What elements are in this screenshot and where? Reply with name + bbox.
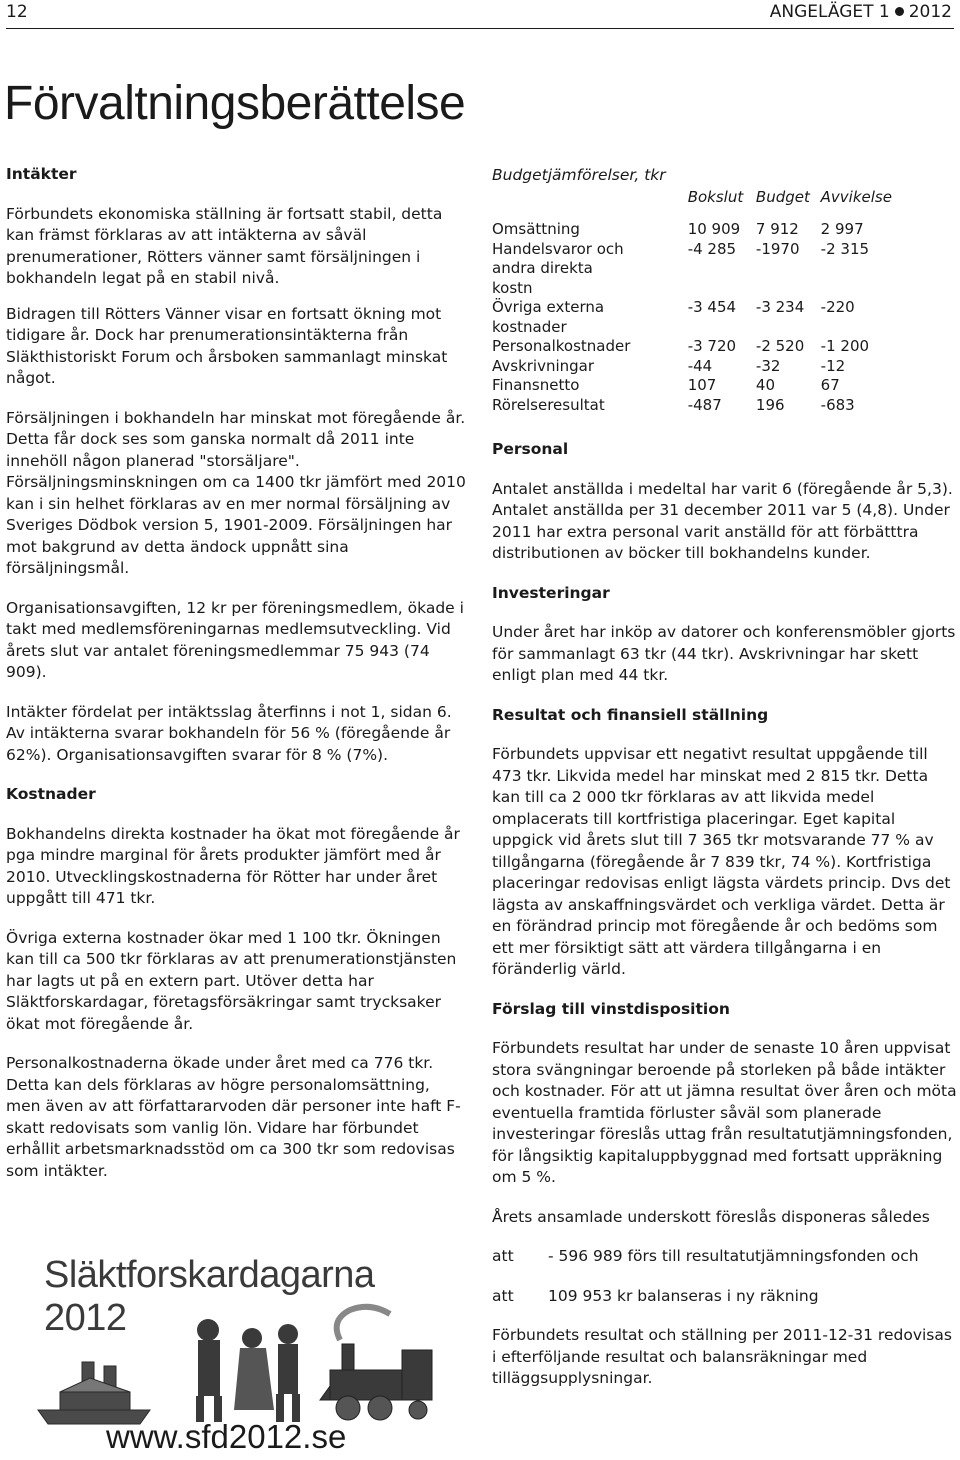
proposal-label: att [492, 1286, 514, 1305]
paragraph-intakter-1: Förbundets ekonomiska ställning är fortsatt stabil, detta kan främst förklaras av att intäkterna av såväl prenumerationer, Rötters vänner samt försäljningen i bokhandeln legat på en stabil nivå. [6, 204, 443, 287]
paragraph-resultat: Förbundets uppvisar ett negativt resultat uppgående till 473 tkr. Likvida medel har minskat med 2 815 tkr. Detta kan till ca 2 000 tkr förklaras av att likvida medel omplacerats till kortfristiga placeringar. Eget kapital uppgick vid årets slut till 7 365 tkr motsvarande 77 % av tillgångarna (föregående år 7 839 tkr, 74 %). Kortfristiga placeringar redovisas enligt lägsta värdets princip. Dvs det lägsta av anskaffningsvärdet och verkliga värdet. Detta är en förändrad princip mot föregående år och bedöms som ett mer försiktigt sätt att värdera tillgångarna i en föränderlig värld. [492, 745, 951, 978]
budget-col-bokslut: Bokslut [687, 188, 744, 206]
row-label: Avskrivningar [492, 356, 595, 375]
banner-url: www.sfd2012.se [106, 1418, 347, 1455]
heading-resultat: Resultat och finansiell ställning [492, 705, 769, 724]
right-column [492, 164, 958, 1390]
table-row [492, 337, 892, 357]
budget-table [492, 186, 892, 415]
table-row [492, 240, 892, 299]
row-label: Personalkostnader [492, 337, 631, 355]
budget-col-avvikelse: Avvikelse [820, 188, 892, 206]
page-title: Förvaltningsberättelse [4, 77, 466, 130]
paragraph-personal: Antalet anställda i medeltal har varit 6 (föregående år 5,3). Antalet anställda per 31 december 2011 var 5 (4,8). Under 2011 har extra personal varit anställd för att förbätttra distributionen av böcker till bokhandelns kunder. [492, 479, 953, 562]
cell-bokslut: -487 [687, 395, 722, 414]
left-column [6, 164, 468, 1182]
row-label: Omsättning [492, 220, 580, 238]
paragraph-intakter-3: Försäljningen i bokhandeln har minskat mot föregående år. Detta får dock ses som ganska normalt då 2011 inte innehöll någon planerad "storsäljare". Försäljningsminskningen om ca 1400 tkr jämfört med 2010 kan i sin helhet förklaras av en mer normal försäljning av Sveriges Dödbok version 5, 1901-2009. Försäljningen har mot bakgrund av detta ändock uppnått sina försäljningsmål. [6, 408, 466, 577]
proposal-text: 109 953 kr balanseras i ny räkning [548, 1286, 819, 1305]
row-label: Rörelseresultat [492, 395, 605, 414]
page-number: 12 [6, 2, 28, 22]
proposal-item-2 [492, 1286, 958, 1308]
proposal-item-1 [492, 1246, 958, 1268]
row-label: Handelsvaror och andra direkta kostn [492, 239, 624, 297]
paragraph-kostnader-1: Bokhandelns direkta kostnader ha ökat mot föregående år pga mindre marginal för årets produkter jämfört med år 2010. Utvecklingskostnaderna för Rötter har under året uppgått till 471 tkr. [6, 824, 460, 907]
page-header [0, 0, 960, 26]
table-row [492, 376, 892, 396]
cell-budget: 7 912 [755, 220, 799, 238]
heading-investeringar: Investeringar [492, 583, 610, 602]
cell-bokslut: -3 454 [687, 298, 737, 316]
cell-bokslut: -44 [687, 356, 713, 375]
paragraph-kostnader-2: Övriga externa kostnader ökar med 1 100 tkr. Ökningen kan till ca 500 tkr förklaras av att prenumerationstjänsten har lagts ut på en extern part. Utöver detta har Släktforskardagar, företagsförsäkringar samt trycksaker ökat mot föregående år. [6, 928, 457, 1033]
cell-budget: -1970 [755, 239, 800, 258]
table-row [492, 396, 892, 416]
banner-title: Släktforskardagarna 2012 [44, 1254, 375, 1339]
cell-budget: -3 234 [755, 298, 805, 316]
cell-budget: 40 [755, 376, 775, 394]
banner-illustration [30, 1300, 440, 1430]
cell-bokslut: 107 [687, 376, 717, 394]
paragraph-intakter-2: Bidragen till Rötters Vänner visar en fortsatt ökning mot tidigare år. Dock har prenumerationsintäkterna från Släkthistoriskt Forum och årsboken sammanlagt minskat något. [6, 304, 448, 387]
cell-budget: -32 [755, 356, 781, 375]
cell-avvikelse: 67 [820, 376, 840, 394]
cell-avvikelse: 2 997 [820, 220, 864, 238]
paragraph-forslag-1: Förbundets resultat har under de senaste 10 åren uppvisat stora svängningar beroende på storleken på både intäkter och kostnader. För att ut jämna resultat över åren och möta eventuella framtida förluster såväl som planerade investeringar föreslås uttag från resultatutjämningsfonden, för långsiktig kapitaluppbyggnad med fortsatt uppräkning om 5 %. [492, 1039, 957, 1186]
cell-bokslut: -4 285 [687, 239, 737, 258]
table-row [492, 357, 892, 377]
cell-avvikelse: -683 [820, 395, 855, 414]
cell-budget: -2 520 [755, 337, 805, 355]
paragraph-investeringar: Under året har inköp av datorer och konferensmöbler gjorts för sammanlagt 63 tkr (44 tkr). Avskrivningar har skett enligt plan med 44 tkr. [492, 623, 956, 684]
paragraph-forslag-3: Förbundets resultat och ställning per 2011-12-31 redovisas i efterföljande resultat och balansräkningar med tilläggsupplysningar. [492, 1326, 952, 1387]
cell-avvikelse: -220 [820, 298, 855, 316]
cell-avvikelse: -2 315 [820, 239, 870, 258]
budget-header-row [492, 186, 892, 208]
heading-forslag: Förslag till vinstdisposition [492, 999, 730, 1018]
cell-avvikelse: -1 200 [820, 337, 870, 355]
proposal-label: att [492, 1247, 514, 1265]
publication-name: ANGELÄGET 1 [769, 2, 890, 22]
heading-kostnader: Kostnader [6, 785, 96, 803]
row-label: Finansnetto [492, 376, 580, 394]
running-header [770, 2, 952, 22]
heading-intakter: Intäkter [6, 165, 77, 183]
paragraph-kostnader-3: Personalkostnaderna ökade under året med ca 776 tkr. Detta kan dels förklaras av högre personalomsättning, men även av att författararvoden där personer inte haft F-skatt redovisats som vanlig lön. Vidare har förbundet erhållit arbetsmarknadsstöd om ca 300 tkr som redovisas som intäkter. [6, 1054, 461, 1180]
paragraph-forslag-2: Årets ansamlade underskott föreslås disponeras således [492, 1207, 930, 1226]
cell-avvikelse: -12 [820, 356, 846, 375]
heading-personal: Personal [492, 440, 569, 458]
paragraph-intakter-4: Organisationsavgiften, 12 kr per föreningsmedlem, ökade i takt med medlemsföreningarnas medlemsutveckling. Vid årets slut var antalet föreningsmedlemmar 75 943 (74 909). [6, 598, 464, 681]
table-row [492, 220, 892, 240]
proposal-text: - 596 989 förs till resultatutjämningsfonden och [548, 1247, 919, 1265]
budget-table-title: Budgetjämförelser, tkr [492, 166, 666, 184]
table-row [492, 298, 892, 337]
event-banner [30, 1240, 440, 1454]
publication-year: 2012 [908, 2, 952, 22]
cell-budget: 196 [755, 395, 785, 414]
budget-col-budget: Budget [755, 188, 810, 206]
cell-bokslut: -3 720 [687, 337, 737, 355]
bullet-dot-icon [895, 7, 904, 16]
paragraph-intakter-5: Intäkter fördelat per intäktsslag återfinns i not 1, sidan 6. Av intäkterna svarar bokhandeln för 56 % (föregående år 62%). Organisationsavgiften svarar för 8 % (7%). [6, 702, 452, 764]
row-label: Övriga externa kostnader [492, 298, 605, 336]
cell-bokslut: 10 909 [687, 220, 741, 238]
header-rule [6, 28, 954, 29]
